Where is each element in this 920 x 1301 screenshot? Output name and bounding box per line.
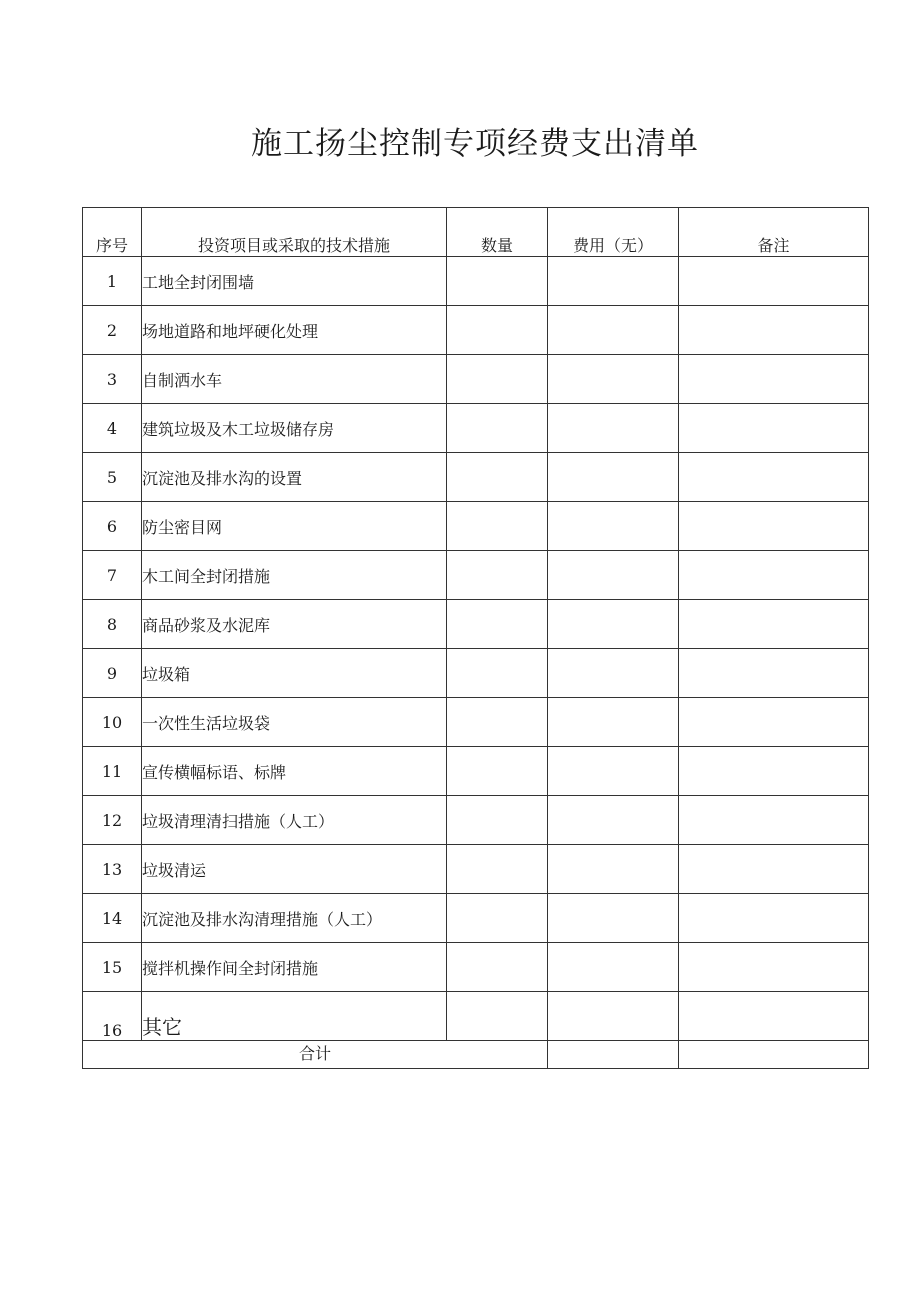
- row-number: 13: [83, 845, 142, 894]
- table-row: [83, 649, 869, 698]
- row-remark-cell: [679, 453, 869, 502]
- row-remark-cell: [679, 894, 869, 943]
- table-row: [83, 894, 869, 943]
- header-qty: 数量: [447, 208, 548, 257]
- total-row: [83, 1041, 869, 1069]
- row-item: 自制洒水车: [142, 355, 447, 404]
- table-row: [83, 306, 869, 355]
- row-remark-cell: [679, 796, 869, 845]
- row-cost-cell: [548, 747, 679, 796]
- row-cost-cell: [548, 551, 679, 600]
- row-item: 工地全封闭围墙: [142, 257, 447, 306]
- total-cost-cell: [548, 1041, 679, 1069]
- row-number: 7: [83, 551, 142, 600]
- row-remark-cell: [679, 257, 869, 306]
- row-remark-cell: [679, 649, 869, 698]
- row-item: 场地道路和地坪硬化处理: [142, 306, 447, 355]
- row-cost-cell: [548, 992, 679, 1041]
- row-qty-cell: [447, 796, 548, 845]
- row-item: 沉淀池及排水沟清理措施（人工）: [142, 894, 447, 943]
- row-qty-cell: [447, 502, 548, 551]
- row-number: 2: [83, 306, 142, 355]
- row-cost-cell: [548, 355, 679, 404]
- table-row: [83, 551, 869, 600]
- table-row: [83, 992, 869, 1041]
- table-row: [83, 355, 869, 404]
- header-no: 序号: [83, 208, 142, 257]
- row-remark-cell: [679, 845, 869, 894]
- row-qty-cell: [447, 453, 548, 502]
- row-item: 木工间全封闭措施: [142, 551, 447, 600]
- table-header-row: [83, 208, 869, 257]
- row-cost-cell: [548, 943, 679, 992]
- table-row: [83, 845, 869, 894]
- row-qty-cell: [447, 698, 548, 747]
- row-qty-cell: [447, 551, 548, 600]
- row-number: 11: [83, 747, 142, 796]
- row-qty-cell: [447, 649, 548, 698]
- total-remark-cell: [679, 1041, 869, 1069]
- table-row: [83, 453, 869, 502]
- row-item: 防尘密目网: [142, 502, 447, 551]
- table-row: [83, 698, 869, 747]
- row-cost-cell: [548, 404, 679, 453]
- table-row: [83, 747, 869, 796]
- row-cost-cell: [548, 796, 679, 845]
- row-qty-cell: [447, 257, 548, 306]
- total-label: 合计: [83, 1041, 548, 1069]
- row-item: 其它: [142, 992, 447, 1041]
- row-qty-cell: [447, 600, 548, 649]
- row-item: 垃圾箱: [142, 649, 447, 698]
- row-item: 垃圾清理清扫措施（人工）: [142, 796, 447, 845]
- table-row: [83, 502, 869, 551]
- row-number: 14: [83, 894, 142, 943]
- table-row: [83, 404, 869, 453]
- row-number: 6: [83, 502, 142, 551]
- row-number: 1: [83, 257, 142, 306]
- row-qty-cell: [447, 943, 548, 992]
- row-qty-cell: [447, 992, 548, 1041]
- header-cost: 费用（无）: [548, 208, 679, 257]
- row-remark-cell: [679, 355, 869, 404]
- row-item: 搅拌机操作间全封闭措施: [142, 943, 447, 992]
- row-item: 建筑垃圾及木工垃圾储存房: [142, 404, 447, 453]
- row-number: 16: [83, 992, 142, 1041]
- row-cost-cell: [548, 845, 679, 894]
- row-qty-cell: [447, 404, 548, 453]
- table-row: [83, 796, 869, 845]
- row-qty-cell: [447, 306, 548, 355]
- table-row: [83, 257, 869, 306]
- row-cost-cell: [548, 600, 679, 649]
- row-number: 3: [83, 355, 142, 404]
- row-remark-cell: [679, 992, 869, 1041]
- header-item: 投资项目或采取的技术措施: [142, 208, 447, 257]
- row-number: 15: [83, 943, 142, 992]
- row-item: 沉淀池及排水沟的设置: [142, 453, 447, 502]
- row-remark-cell: [679, 747, 869, 796]
- row-qty-cell: [447, 355, 548, 404]
- row-cost-cell: [548, 502, 679, 551]
- row-cost-cell: [548, 257, 679, 306]
- row-remark-cell: [679, 698, 869, 747]
- row-number: 12: [83, 796, 142, 845]
- header-remark: 备注: [679, 208, 869, 257]
- table-row: [83, 943, 869, 992]
- expense-table: [82, 207, 869, 1069]
- row-cost-cell: [548, 306, 679, 355]
- row-remark-cell: [679, 404, 869, 453]
- row-remark-cell: [679, 551, 869, 600]
- table-row: [83, 600, 869, 649]
- row-qty-cell: [447, 894, 548, 943]
- row-number: 4: [83, 404, 142, 453]
- row-cost-cell: [548, 649, 679, 698]
- row-remark-cell: [679, 600, 869, 649]
- row-item: 商品砂浆及水泥库: [142, 600, 447, 649]
- row-remark-cell: [679, 502, 869, 551]
- row-item: 垃圾清运: [142, 845, 447, 894]
- row-cost-cell: [548, 453, 679, 502]
- row-cost-cell: [548, 698, 679, 747]
- row-cost-cell: [548, 894, 679, 943]
- row-number: 5: [83, 453, 142, 502]
- row-number: 8: [83, 600, 142, 649]
- row-item: 一次性生活垃圾袋: [142, 698, 447, 747]
- row-remark-cell: [679, 943, 869, 992]
- row-number: 9: [83, 649, 142, 698]
- row-qty-cell: [447, 747, 548, 796]
- row-number: 10: [83, 698, 142, 747]
- table-body: [83, 257, 869, 1041]
- row-qty-cell: [447, 845, 548, 894]
- row-item: 宣传横幅标语、标牌: [142, 747, 447, 796]
- page-title: 施工扬尘控制专项经费支出清单: [251, 126, 699, 162]
- row-remark-cell: [679, 306, 869, 355]
